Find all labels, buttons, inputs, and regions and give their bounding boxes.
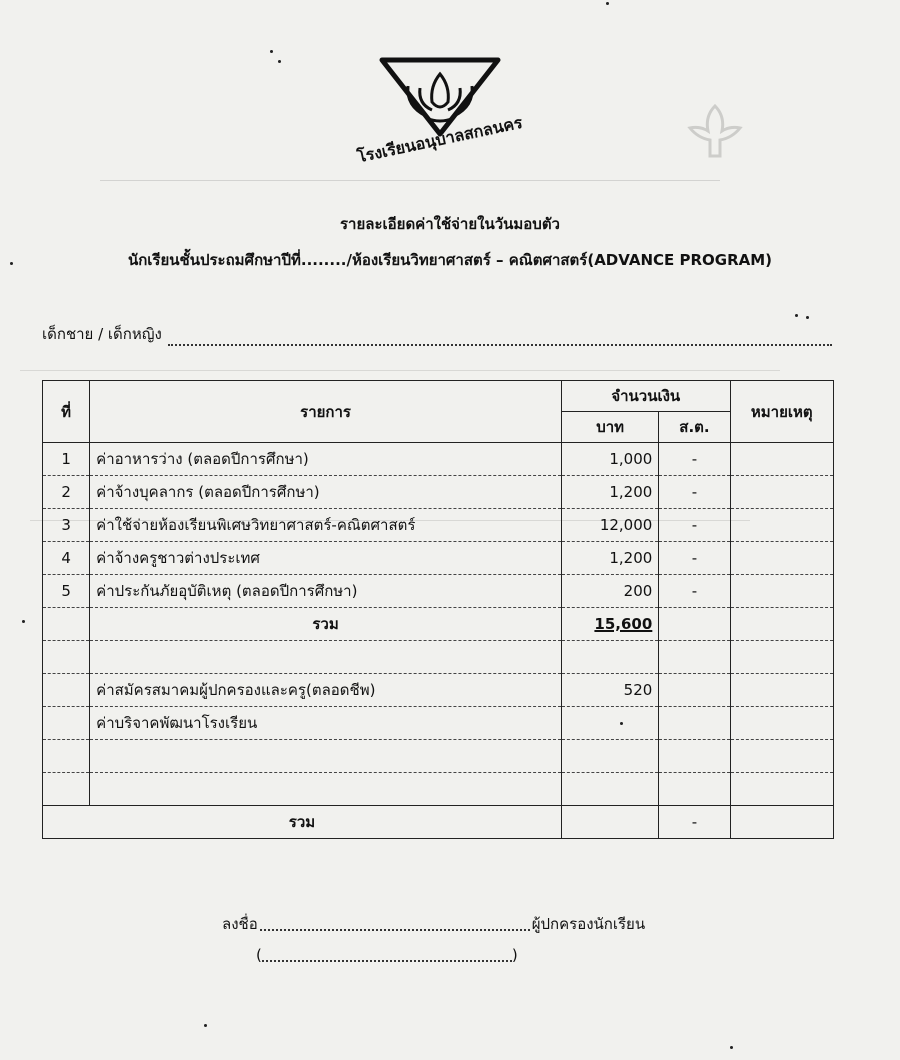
garuda-bleed-icon [680, 96, 750, 166]
document-subtitle: นักเรียนชั้นประถมศึกษาปีที่......../ห้องเรียนวิทยาศาสตร์ – คณิตศาสตร์(ADVANCE PROGRAM) [127, 251, 773, 269]
signature-prefix: ลงชื่อ [222, 915, 258, 933]
row-no: 5 [43, 575, 90, 608]
row-note [730, 476, 833, 509]
scan-speck [795, 314, 798, 317]
table-row-empty [43, 740, 834, 773]
scan-speck [204, 1024, 207, 1027]
paren-close: ) [511, 946, 518, 964]
scan-speck [606, 2, 609, 5]
gender-label: เด็กชาย / เด็กหญิง [42, 325, 162, 343]
subtotal-row [43, 608, 834, 641]
document-title: รายละเอียดค่าใช้จ่ายในวันมอบตัว [340, 215, 560, 233]
row-no: 1 [43, 443, 90, 476]
table-row [43, 509, 834, 542]
scan-speck [620, 722, 623, 725]
student-name-line [42, 322, 832, 346]
row-note [730, 542, 833, 575]
total-row [43, 806, 834, 839]
row-satang: - [659, 542, 730, 575]
paren-open: ( [256, 946, 262, 964]
row-baht: 1,200 [561, 476, 658, 509]
header-note: หมายเหตุ [730, 381, 833, 443]
row-note [730, 575, 833, 608]
signature-name-line [256, 946, 518, 964]
subtotal-value: 15,600 [561, 608, 658, 641]
row-baht: 200 [561, 575, 658, 608]
school-name-arc: โรงเรียนอนุบาลสกลนคร [355, 112, 525, 167]
row-satang: - [659, 443, 730, 476]
scan-speck [270, 50, 273, 53]
signature-fill-line [260, 929, 530, 931]
table-row-empty [43, 641, 834, 674]
total-baht [561, 806, 658, 839]
extra-item: ค่าบริจาคพัฒนาโรงเรียน [90, 707, 562, 740]
row-item: ค่าจ้างบุคลากร (ตลอดปีการศึกษา) [90, 476, 562, 509]
extra-satang [659, 674, 730, 707]
header-amount: จำนวนเงิน [561, 381, 730, 412]
header-item: รายการ [90, 381, 562, 443]
header-satang: ส.ต. [659, 412, 730, 443]
table-row [43, 476, 834, 509]
header-baht: บาท [561, 412, 658, 443]
row-baht: 12,000 [561, 509, 658, 542]
printed-name-fill-line [262, 960, 512, 962]
row-satang: - [659, 575, 730, 608]
row-satang: - [659, 476, 730, 509]
scan-speck [22, 620, 25, 623]
bleed-through-lines-2 [20, 370, 780, 375]
row-baht: 1,200 [561, 542, 658, 575]
table-row [43, 443, 834, 476]
row-item: ค่าใช้จ่ายห้องเรียนพิเศษวิทยาศาสตร์-คณิตศาสตร์ [90, 509, 562, 542]
table-row-empty [43, 773, 834, 806]
bleed-through-lines [100, 180, 720, 185]
extra-row [43, 707, 834, 740]
row-no: 3 [43, 509, 90, 542]
header-no: ที่ [43, 381, 90, 443]
row-note [730, 443, 833, 476]
signature-suffix: ผู้ปกครองนักเรียน [531, 915, 646, 933]
name-fill-line [168, 330, 832, 346]
table-row [43, 575, 834, 608]
row-item: ค่าจ้างครูชาวต่างประเทศ [90, 542, 562, 575]
row-satang: - [659, 509, 730, 542]
extra-satang [659, 707, 730, 740]
table-row [43, 542, 834, 575]
row-item: ค่าประกันภัยอุบัติเหตุ (ตลอดปีการศึกษา) [90, 575, 562, 608]
scan-speck [10, 262, 13, 265]
signature-line [222, 912, 645, 936]
scan-speck [730, 1046, 733, 1049]
extra-row [43, 674, 834, 707]
scan-speck [278, 60, 281, 63]
extra-baht: 520 [561, 674, 658, 707]
scan-speck [806, 316, 809, 319]
row-item: ค่าอาหารว่าง (ตลอดปีการศึกษา) [90, 443, 562, 476]
total-satang: - [659, 806, 730, 839]
header-row-1 [43, 381, 834, 412]
fee-table [42, 380, 834, 839]
row-no: 2 [43, 476, 90, 509]
row-baht: 1,000 [561, 443, 658, 476]
row-note [730, 509, 833, 542]
extra-baht [561, 707, 658, 740]
row-no: 4 [43, 542, 90, 575]
subtotal-label: รวม [90, 608, 562, 641]
extra-item: ค่าสมัครสมาคมผู้ปกครองและครู(ตลอดชีพ) [90, 674, 562, 707]
total-label: รวม [43, 806, 562, 839]
